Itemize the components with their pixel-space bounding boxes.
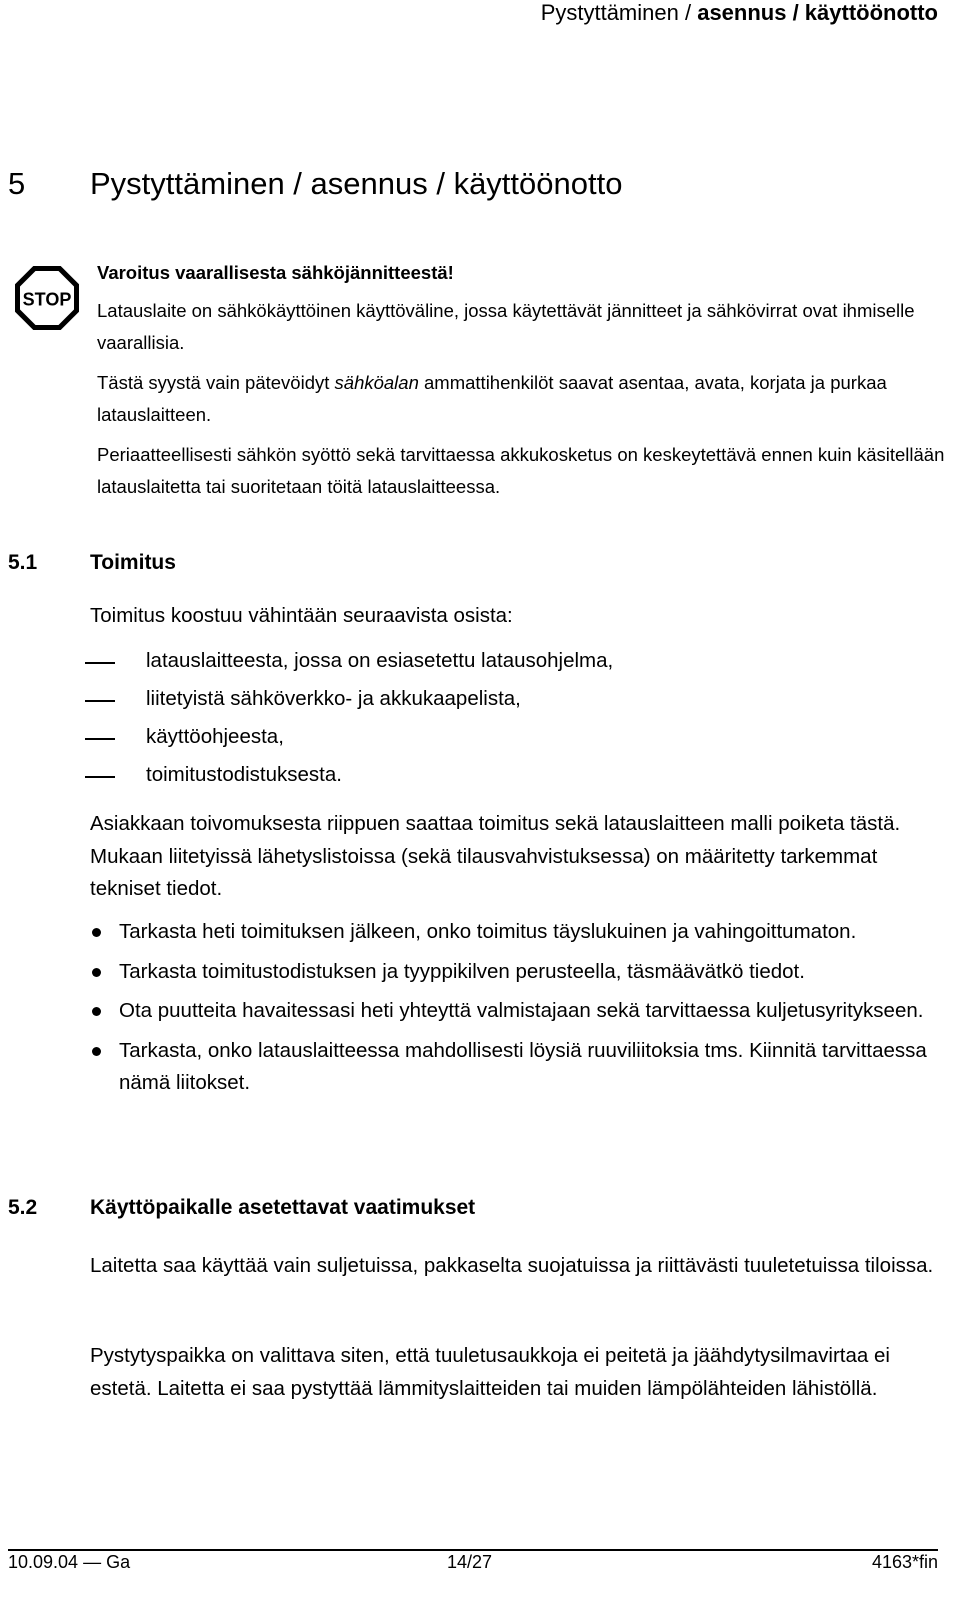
section-title: Käyttöpaikalle asetettavat vaatimukset (90, 1196, 476, 1219)
dash-bullet-icon (85, 738, 115, 740)
list-item: latauslaitteesta, jossa on esiasetettu latausohjelma, (90, 642, 940, 680)
section-heading-5-1 (8, 551, 176, 575)
section-5-2-paragraph-2: Pystytyspaikka on valittava siten, että tuuletusaukkoja ei peitetä ja jäähdytysilmavirtaa ei estetä. Laitetta ei saa pystyttää lämmityslaitteiden tai muiden lämpölähteiden lähistöllä. (90, 1344, 890, 1400)
list-item: Tarkasta, onko latauslaitteessa mahdollisesti löysiä ruuviliitoksia tms. Kiinnitä tarvittaessa nämä liitokset. (90, 1035, 950, 1100)
section-5-2-paragraph-1: Laitetta saa käyttää vain suljetuissa, pakkaselta suojatuissa ja riittävästi tuuletetuissa tiloissa. (90, 1254, 934, 1277)
dash-bullet-icon (85, 700, 115, 702)
warning-para-3: Periaatteellisesti sähkön syöttö sekä tarvittaessa akkukosketus on keskeytettävä ennen kuin käsitellään latauslaitetta tai suoritetaan töitä latauslaitteessa. (97, 444, 945, 497)
footer-date: 10.09.04 — Ga (8, 1552, 131, 1572)
footer-divider (8, 1549, 938, 1551)
footer-page-number: 14/27 (447, 1552, 493, 1572)
warning-para-2-italic: sähköalan (334, 372, 419, 393)
section-heading-5-2 (8, 1196, 475, 1220)
chapter-heading (8, 166, 622, 202)
warning-block (97, 257, 947, 511)
running-header-part2: asennus / käyttöönotto (697, 0, 938, 25)
running-header (541, 0, 938, 26)
chapter-title: Pystyttäminen / asennus / käyttöönotto (90, 166, 623, 201)
section-5-1-intro: Toimitus koostuu vähintään seuraavista osista: (90, 604, 513, 627)
section-5-1-paragraph: Asiakkaan toivomuksesta riippuen saattaa toimitus sekä latauslaitteen malli poiketa tästä. Mukaan liitetyissä lähetyslistoissa (sekä tilausvahvistuksessa) on määritetty tarkemmat tekniset tiedot. (90, 812, 901, 900)
list-item: liitetyistä sähköverkko- ja akkukaapelista, (90, 680, 940, 718)
bullet-dot-icon (92, 1047, 101, 1056)
warning-para-1: Latauslaite on sähkökäyttöinen käyttöväline, jossa käytettävät jännitteet ja sähkövirrat ovat ihmiselle vaarallisia. (97, 300, 915, 353)
stop-sign-text: STOP (22, 289, 72, 310)
list-item: Tarkasta toimitustodistuksen ja tyyppikilven perusteella, täsmäävätkö tiedot. (90, 956, 950, 989)
footer-doc-id: 4163*fin (871, 1552, 938, 1572)
dash-bullet-icon (85, 662, 115, 664)
list-item: Ota puutteita havaitessasi heti yhteyttä valmistajaan sekä tarvittaessa kuljetusyritykseen. (90, 995, 950, 1028)
check-bullet-list (90, 916, 950, 1107)
running-header-part1: Pystyttäminen / (540, 0, 692, 25)
bullet-dot-icon (92, 968, 101, 977)
list-item: käyttöohjeesta, (90, 718, 940, 756)
list-item: Tarkasta heti toimituksen jälkeen, onko toimitus täyslukuinen ja vahingoittumaton. (90, 916, 950, 949)
bullet-dot-icon (92, 1007, 101, 1016)
list-item: toimitustodistuksesta. (90, 756, 940, 794)
bullet-dot-icon (92, 928, 101, 937)
warning-para-2: Tästä syystä vain pätevöidyt sähköalan ammattihenkilöt saavat asentaa, avata, korjata ja purkaa latauslaitteen. (97, 372, 887, 425)
warning-title: Varoitus vaarallisesta sähköjännitteestä! (97, 262, 454, 283)
section-number: 5.2 (8, 1196, 38, 1219)
section-number: 5.1 (8, 551, 38, 574)
dash-bullet-icon (85, 776, 115, 778)
chapter-number: 5 (8, 166, 26, 201)
section-title: Toimitus (90, 551, 176, 574)
delivery-contents-list (90, 642, 940, 794)
stop-sign-icon (14, 265, 80, 331)
